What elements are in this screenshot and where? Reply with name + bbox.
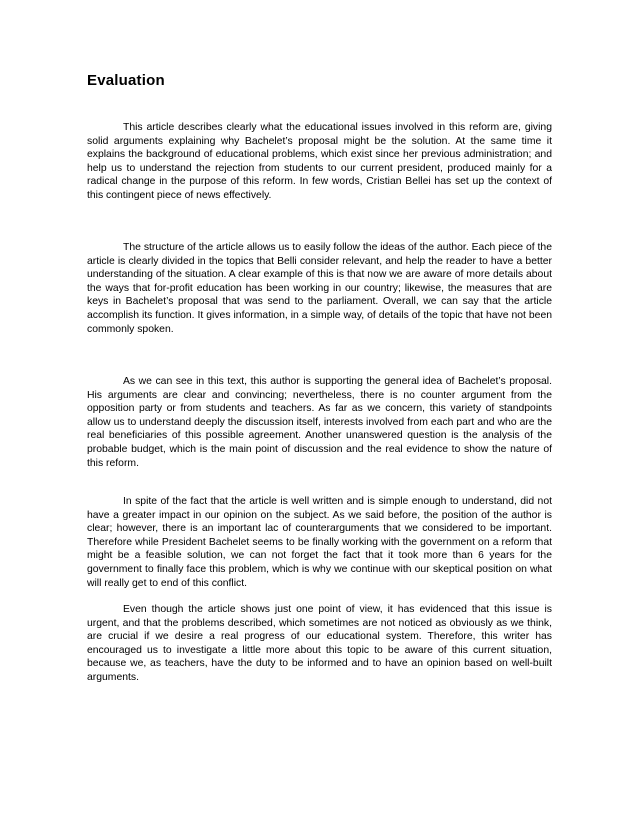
paragraph-3: As we can see in this text, this author is supporting the general idea of Bachelet’s proposal. His arguments are clear and convincing; nevertheless, there is no counter argument from the opposition party or from students and teachers. As far as we concern, this variety of standpoints allow us to understand deeply the discussion itself, interests involved from each part and who are the real beneficiaries of this possible agreement. Another unanswered question is the analysis of the probable budget, which is the main point of discussion and the real evidence to show the nature of this reform. [87,376,552,469]
paragraph-2: The structure of the article allows us to easily follow the ideas of the author. Each piece of the article is clearly divided in the topics that Belli consider relevant, and help the reader to have a better understanding of the situation. A clear example of this is that now we are aware of more details about the ways that for-profit education has been working in our country; likewise, the measures that are keys in Bachelet’s proposal that was send to the parliament. Overall, we can say that the article accomplish its function. It gives information, in a simple way, of details of the topic that have not been commonly spoken. [87,242,552,335]
paragraph-1: This article describes clearly what the educational issues involved in this reform are, giving solid arguments explaining why Bachelet’s proposal might be the solution. At the same time it explains the background of educational problems, which exist since her previous administration; and help us to understand the rejection from students to our current president, produced mainly for a radical change in the purpose of this reform. In few words, Cristian Bellei has set up the context of this contingent piece of news effectively. [87,122,552,201]
paragraph-4: In spite of the fact that the article is well written and is simple enough to understand, did not have a greater impact in our opinion on the subject. As we said before, the position of the author is clear; however, there is an important lac of counterarguments that we considered to be important. Therefore while President Bachelet seems to be finally working with the government on a reform that might be a feasible solution, we can not forget the fact that it took more than 6 years for the government to finally face this problem, which is why we continue with our skeptical position on what will really get to end of this conflict. [87,496,552,589]
document-page [87,0,552,826]
page-title: Evaluation [87,72,165,89]
paragraph-5: Even though the article shows just one point of view, it has evidenced that this issue is urgent, and that the problems described, which sometimes are not noticed as obviously as we think, are crucial if we desire a real progress of our educational system. Therefore, this writer has encouraged us to investigate a little more about this topic to be aware of this current situation, because we, as teachers, have the duty to be informed and to have an opinion based on well-built arguments. [87,604,552,683]
